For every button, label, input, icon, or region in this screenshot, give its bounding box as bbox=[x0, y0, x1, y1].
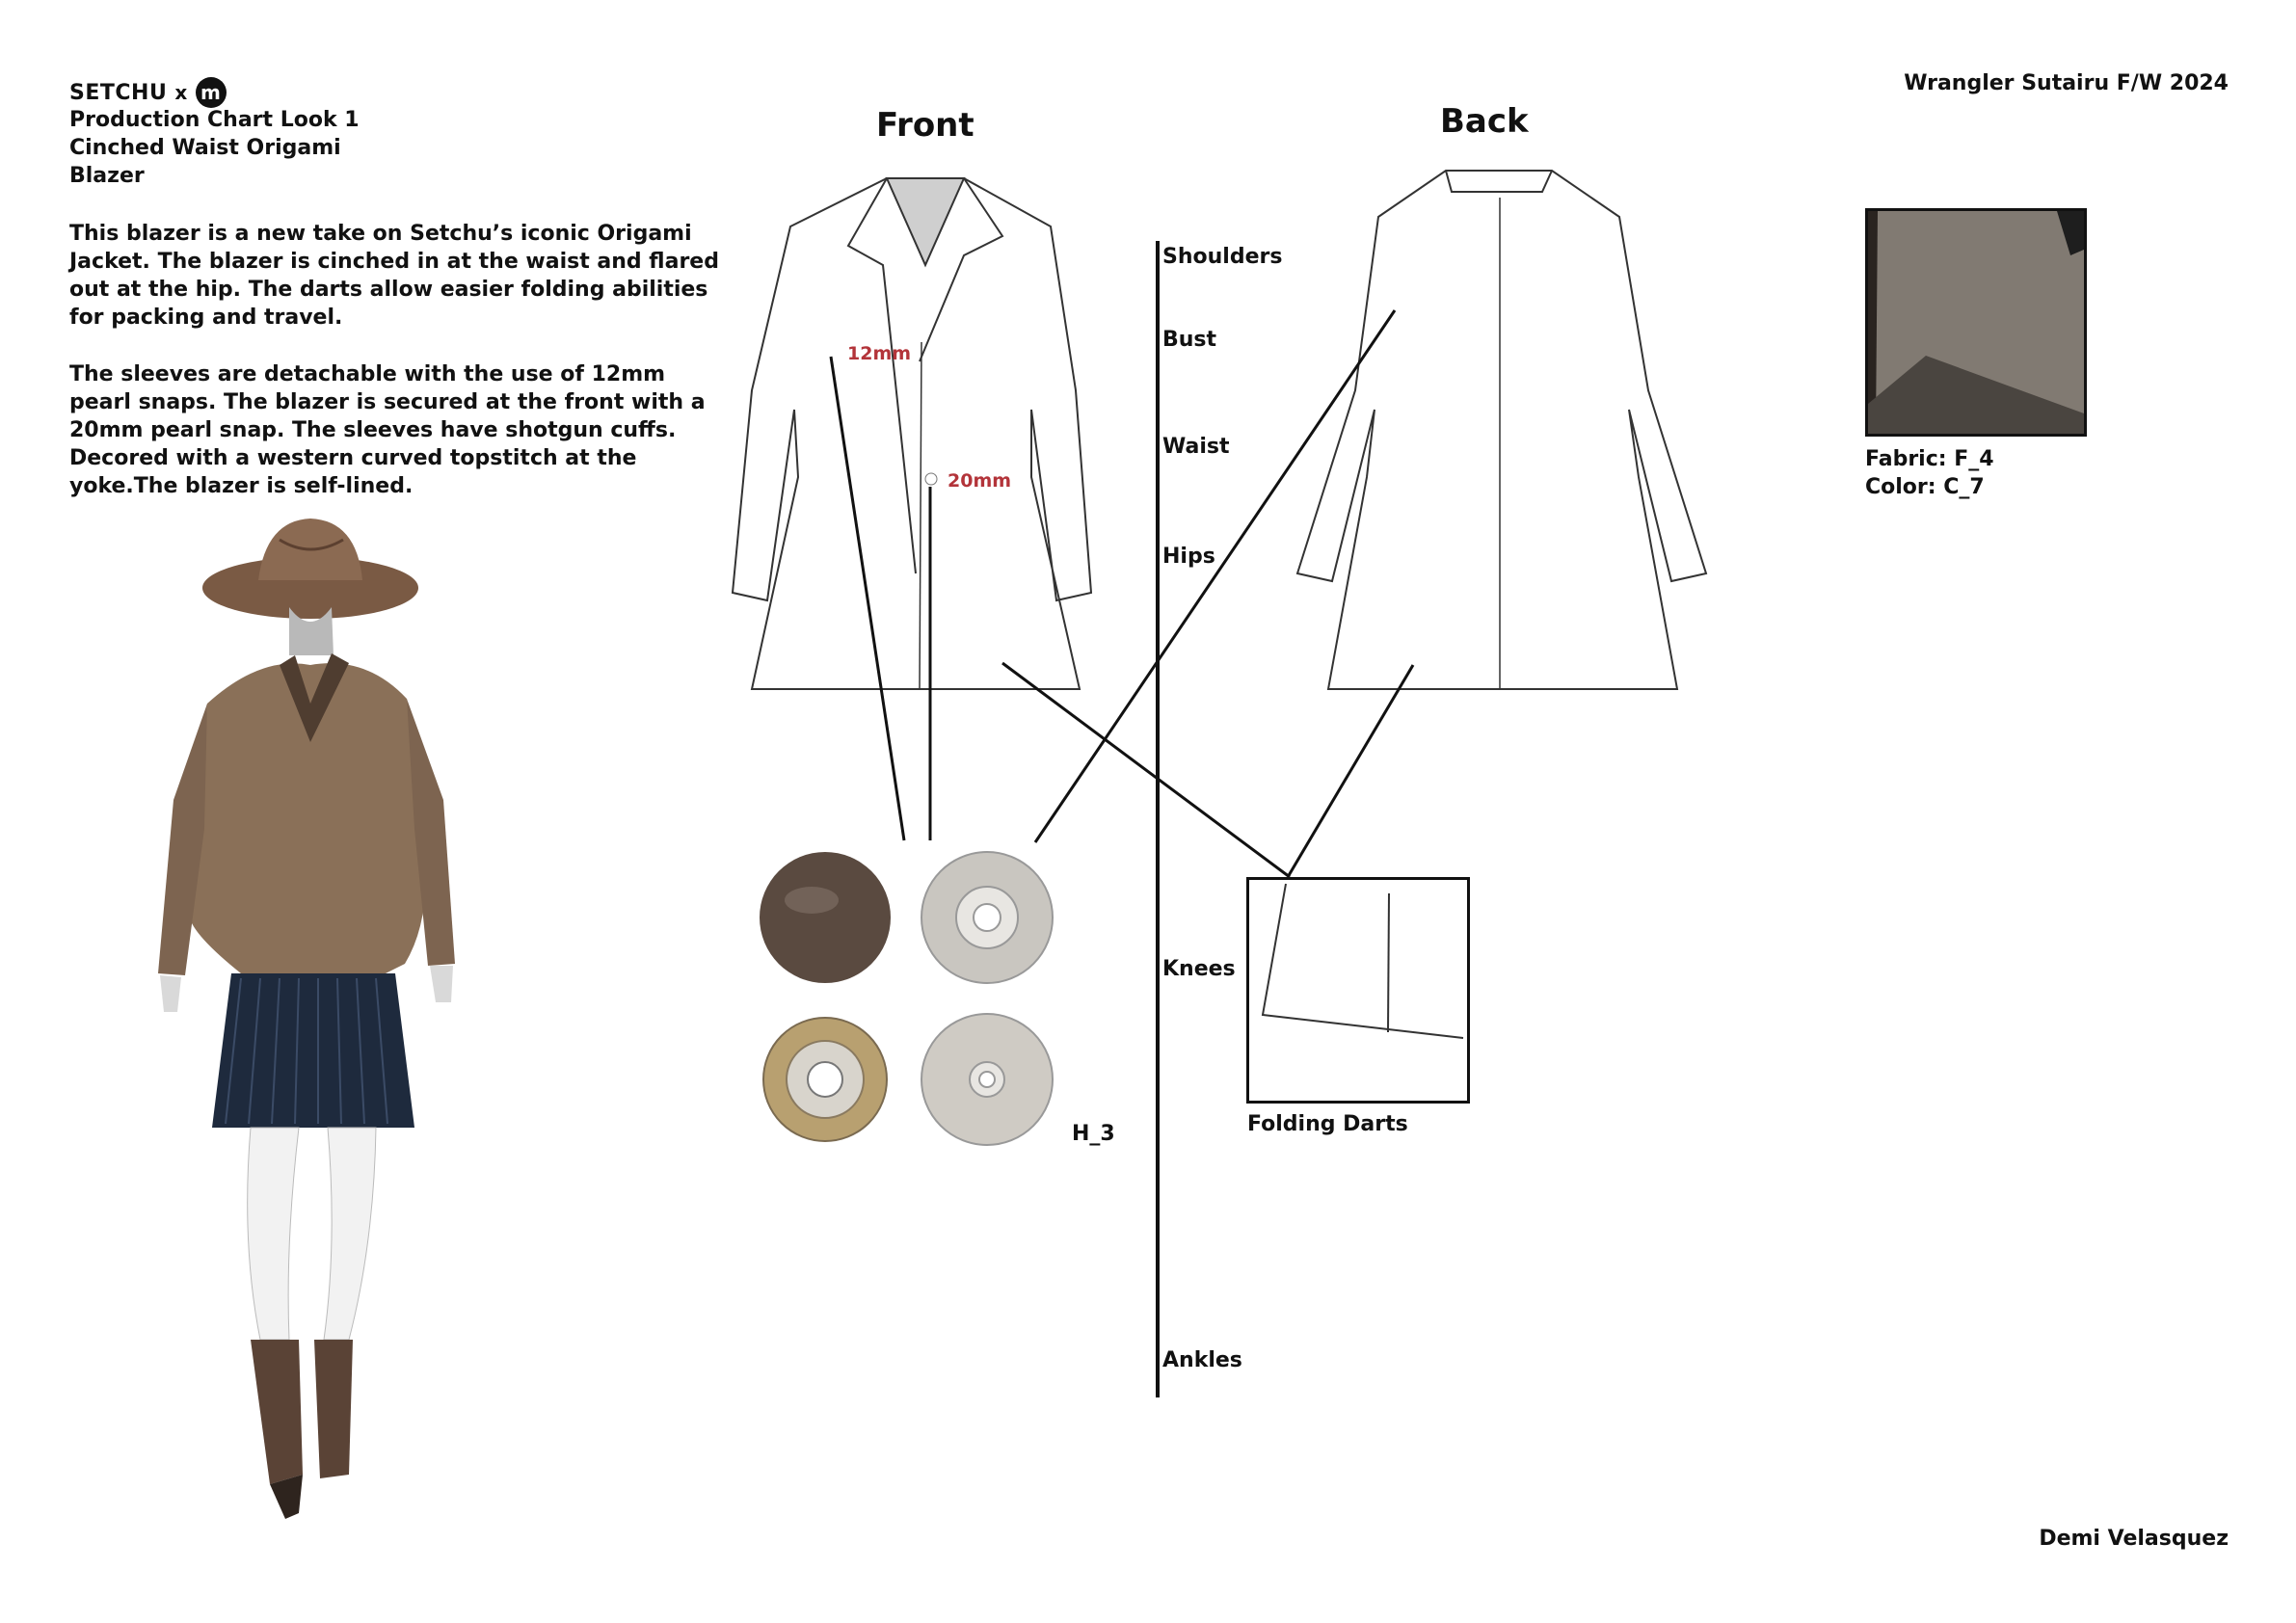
measurement-shoulders: Shoulders bbox=[1162, 245, 1283, 269]
partner-logo: m bbox=[196, 77, 227, 108]
folding-darts-detail-box bbox=[1246, 877, 1470, 1104]
title-line-3: Blazer bbox=[69, 164, 145, 188]
folding-darts-label: Folding Darts bbox=[1247, 1112, 1408, 1136]
color-code: Color: C_7 bbox=[1865, 475, 1985, 499]
collab-x: x bbox=[174, 81, 188, 104]
front-view-label: Front bbox=[876, 106, 974, 145]
description-paragraph-2: The sleeves are detachable with the use of 12mm pearl snaps. The blazer is secured at the front with a 20mm pearl snap. The sleeves have shotgun cuffs. Decored with a western curved topstitch at the yoke.The blazer is self-lined. bbox=[69, 362, 706, 498]
designer-name: Demi Velasquez bbox=[2039, 1527, 2229, 1551]
title-line-1: Production Chart Look 1 bbox=[69, 108, 360, 132]
fabric-swatch-texture bbox=[1868, 211, 2084, 434]
measurement-hips: Hips bbox=[1162, 545, 1215, 569]
hardware-code: H_3 bbox=[1072, 1122, 1115, 1146]
fabric-swatch bbox=[1865, 208, 2087, 437]
brand-name: SETCHU bbox=[69, 80, 168, 105]
back-view-label: Back bbox=[1440, 102, 1529, 141]
fabric-info bbox=[1865, 445, 1994, 501]
measurement-waist: Waist bbox=[1162, 435, 1230, 459]
folding-dart-sketch bbox=[1249, 880, 1467, 1101]
fabric-code: Fabric: F_4 bbox=[1865, 447, 1994, 471]
measurement-knees: Knees bbox=[1162, 957, 1236, 981]
small-snap-callout: 12mm bbox=[847, 343, 912, 364]
description-paragraph-1: This blazer is a new take on Setchu’s iconic Origami Jacket. The blazer is cinched in at the waist and flared out at the hip. The darts allow easier folding abilities for packing and travel. bbox=[69, 222, 719, 330]
measurement-ankles: Ankles bbox=[1162, 1348, 1242, 1372]
collection-name: Wrangler Sutairu F/W 2024 bbox=[1904, 71, 2229, 95]
title-line-2: Cinched Waist Origami bbox=[69, 136, 341, 160]
large-snap-callout: 20mm bbox=[948, 470, 1012, 492]
measurement-bust: Bust bbox=[1162, 328, 1217, 352]
